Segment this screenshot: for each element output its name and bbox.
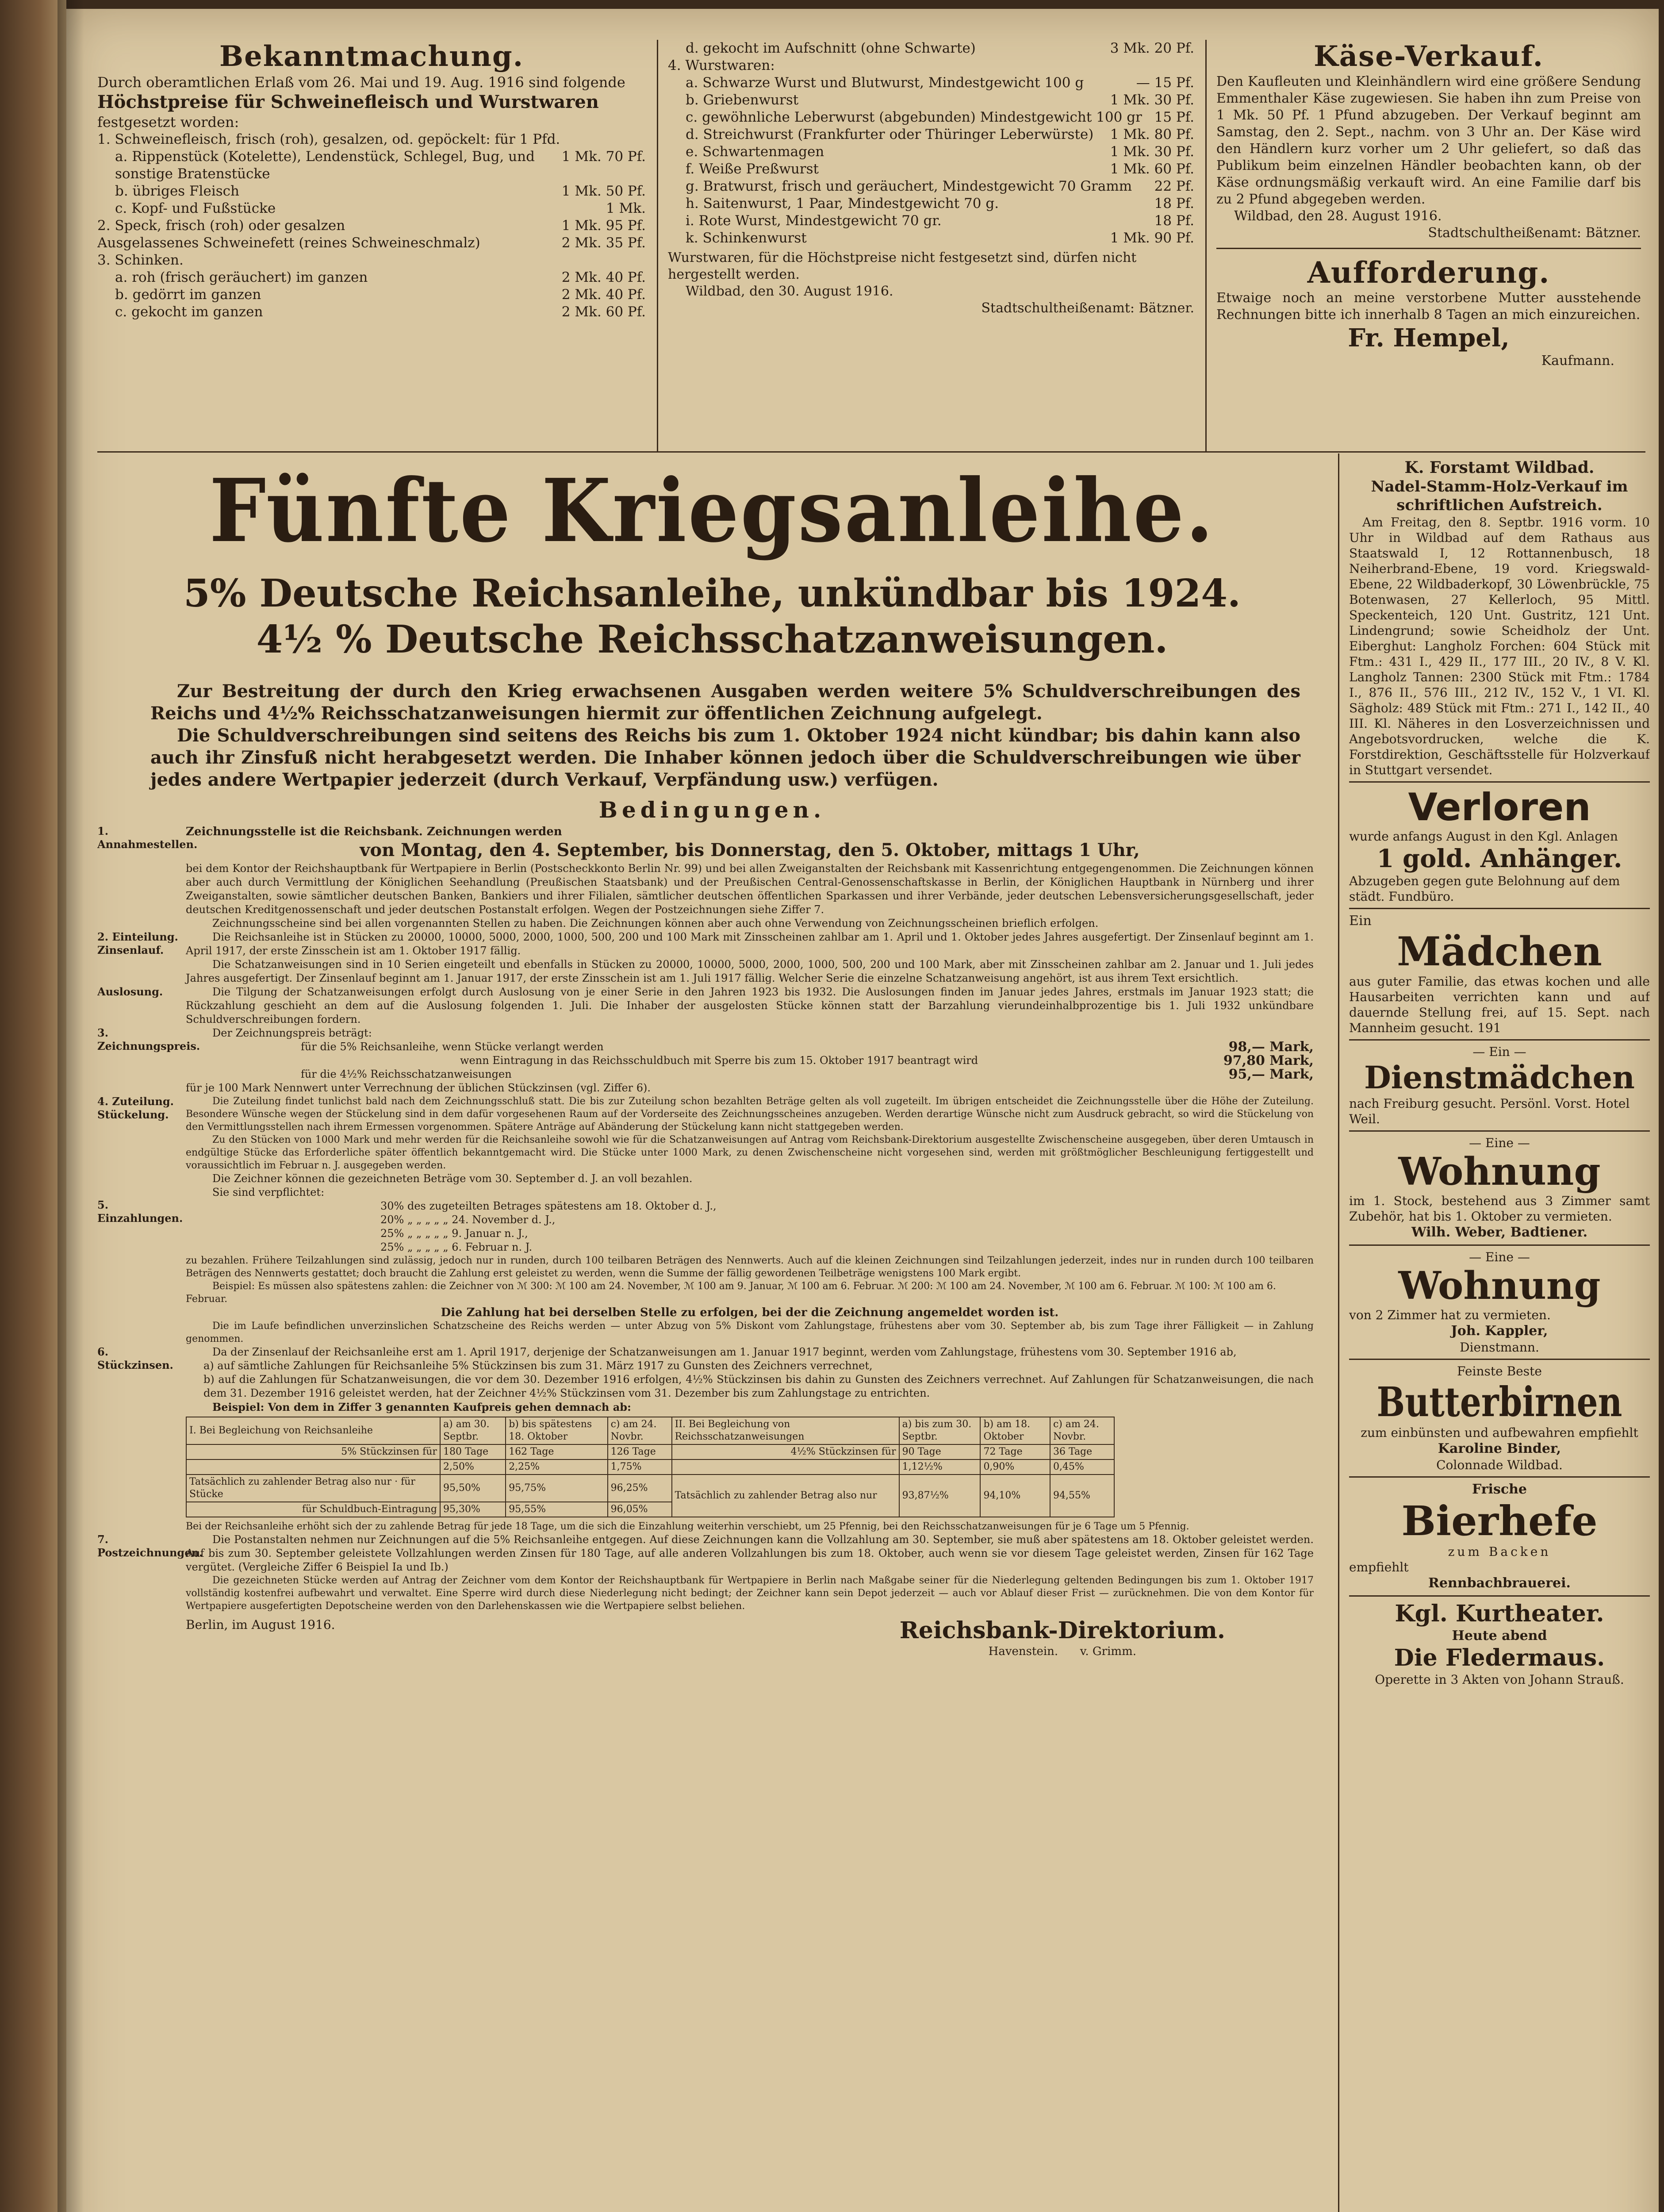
theater-body: Operette in 3 Akten von Johann Strauß. [1375,1672,1624,1687]
woh2-sign: Joh. Kappler, [1451,1323,1548,1339]
table-cell: 2,50% [440,1459,506,1475]
table-cell [672,1459,899,1475]
table-h-r2: c) am 24. Novbr. [1050,1417,1114,1444]
table-cell: 126 Tage [608,1444,672,1459]
table-h-l2: c) am 24. Novbr. [608,1417,672,1444]
table-cell: 1,12½% [899,1459,981,1475]
table-cell: 180 Tage [440,1444,506,1459]
price-row [668,109,1194,126]
s6c: b) auf die Zahlungen für Schatzanweisungen, die vor dem 30. Dezember 1916 erfolgen, 4½% Stückzinsen bis dahin zu Gunsten des Zeichners verrechnet. Auf Zahlungen für Schatzanweisungen, die nach dem 31. Dezember 1916 geleistet werden, hat der Zeichner 4½% Stückzinsen vom 31. Dezember bis zum Zahlungstage zu entrichten. [203,1373,1314,1399]
table-cell [186,1459,440,1475]
table-right-title: II. Bei Begleichung von Reichsschatzanweisungen [672,1417,899,1444]
section-rule [1216,248,1641,249]
table-cell: 36 Tage [1050,1444,1114,1459]
section-rule [1349,1476,1650,1478]
s1b: von Montag, den 4. September, bis Donnerstag, den 5. Oktober, mittags 1 Uhr, [360,840,1140,860]
section-rule [1349,1595,1650,1597]
woh2-body: von 2 Zimmer hat zu vermieten. [1349,1308,1551,1322]
price-row [668,143,1194,161]
s3e: für je 100 Mark Nennwert unter Verrechnung der üblichen Stückzinsen (vgl. Ziffer 6). [186,1082,651,1094]
price-item: c. Kopf- und Fußstücke [115,200,276,216]
table-h-l1: b) bis spätestens 18. Oktober [506,1417,607,1444]
section-rule [1349,908,1650,909]
section-rule [1349,1039,1650,1041]
price-item: 2. Speck, frisch (roh) oder gesalzen [97,218,345,234]
col1-intro: Durch oberamtlichen Erlaß vom 26. Mai und 19. Aug. 1916 sind folgende [97,74,625,91]
price-row [97,269,646,286]
s2b: Die Schatzanweisungen sind in 10 Serien eingeteilt und ebenfalls in Stücken zu 20000, 10000, 5000, 2000, 1000, 500, 200 und 100 Mark, aber mit Zinsscheinen zahlbar am 2. Januar und 1. Juli jedes Jahres ausgefertigt. Der Zinsenlauf beginnt am 1. Januar 1917, der erste Zinsschein ist am 1. Juli 1917 fällig. Welcher Serie die einzelne Schatzanweisung angehört, ist aus ihrem Text ersichtlich. [186,958,1314,984]
price-item: c. gewöhnliche Leberwurst (abgebunden) Mindestgewicht 100 gr [686,109,1142,125]
butter-addr: Colonnade Wildbad. [1436,1458,1563,1472]
price-value: 3 Mk. 20 Pf. [1110,40,1194,56]
table-stuecke: für Stücke [189,1476,415,1500]
subheadline-2: 4½ % Deutsche Reichsschatzanweisungen. [256,617,1168,662]
price-value [1187,57,1194,74]
hefe-heading: Bierhefe [1401,1497,1598,1545]
col3-body2: Etwaige noch an meine verstorbene Mutter ausstehende Rechnungen bitte ich innerhalb 8 Tagen an mich einzureichen. [1216,290,1641,323]
maedchen-body: aus guter Familie, das etwas kochen und alle Hausarbeiten verrichten kann und auf dauernde Stellung frei, auf 15. Sept. nach Mannheim gesucht. 191 [1349,974,1650,1035]
price-item: a. roh (frisch geräuchert) im ganzen [115,269,368,285]
intro-1: Zur Bestreitung der durch den Krieg erwachsenen Ausgaben werden weitere 5% Schuldverschreibungen des Reichs und 4½% Reichsschatzanweisungen hiermit zur öffentlichen Zeichnung aufgelegt. [150,681,1300,724]
section-rule [1349,1244,1650,1246]
column-rule [657,40,658,451]
s3c-price: 97,80 Mark, [1223,1053,1314,1068]
price-item: i. Rote Wurst, Mindestgewicht 70 gr. [686,213,942,229]
price-item: g. Bratwurst, frisch und geräuchert, Mindestgewicht 70 Gramm [686,178,1132,194]
table-cell: 95,75% [506,1475,607,1502]
price-value: 18 Pf. [1154,196,1194,211]
theater-play: Die Fledermaus. [1394,1644,1605,1671]
s1d: Zeichnungsscheine sind bei allen vorgenannten Stellen zu haben. Die Zeichnungen können aber auch ohne Verwendung von Zeichnungsscheinen brieflich erfolgen. [212,917,1099,929]
war-loan-ad [97,460,1327,2212]
col2-sign: Stadtschultheißenamt: Bätzner. [981,300,1194,316]
s3d-price: 95,— Mark, [1228,1067,1314,1082]
butter-body: zum einbünsten und aufbewahren empfiehlt [1361,1425,1638,1440]
conditions-body [97,825,1327,1659]
price-value: 2 Mk. 40 Pf. [561,287,646,303]
column-rule [1338,453,1339,2212]
s3b-row [186,1040,1314,1054]
table-rate-r: 4½% Stückzinsen für [672,1444,899,1459]
table-cell: 95,30% [440,1502,506,1517]
price-value: 1 Mk. 90 Pf. [1110,230,1194,246]
dienst-heading: Dienstmädchen [1364,1059,1635,1096]
col3-sign: Stadtschultheißenamt: Bätzner. [1428,225,1641,241]
price-value: 1 Mk. 60 Pf. [1110,161,1194,177]
price-row [668,178,1194,195]
dienst-body: nach Freiburg gesucht. Persönl. Vorst. Hotel Weil. [1349,1096,1630,1126]
price-item: c. gekocht im ganzen [115,304,263,320]
forst-heading: Nadel-Stamm-Holz-Verkauf im schriftlichen Aufstreich. [1371,478,1628,514]
s3c: wenn Eintragung in das Reichsschuldbuch mit Sperre bis zum 15. Oktober 1917 beantragt wird [460,1054,978,1067]
price-item: d. gekocht im Aufschnitt (ohne Schwarte) [686,40,976,56]
col3-title2: Aufforderung. [1307,255,1550,290]
conditions-heading: Bedingungen. [598,797,826,823]
price-row [97,234,646,252]
price-item: 1. Schweinefleisch, frisch (roh), gesalzen, od. gepöckelt: für 1 Pfd. [97,131,560,147]
label-3: Auslosung. [97,985,163,998]
price-value: 1 Mk. 80 Pf. [1110,127,1194,142]
forst-body: Am Freitag, den 8. Septbr. 1916 vorm. 10 Uhr in Wildbad auf dem Rathaus aus Staatswald I, 12 Rottannenbusch, 18 Neiherbrand-Ebene, 19 vord. Kriegswald-Ebene, 22 Wildbaderkopf, 30 Löwenbrückle, 75 Botenwasen, 27 Kellerloch, 95 Mittl. Speckenteich, 120 Unt. Gustritz, 121 Unt. Lindengrund; sowie Scheidholz der Unt. Eiberghut: Langholz Forchen: 604 Stück mit Ftm.: 431 I., 429 II., 177 III., 20 IV., 8 V. Kl. Langholz Tannen: 2300 Stück mit Ftm.: 1784 I., 876 II., 576 III., 212 IV., 152 V., 1 VI. Kl. Sägholz: 489 Stück mit Ftm.: 271 I., 142 II., 40 III. Kl. Näheres in den Losverzeichnissen und Angebotsvordrucken, welche die K. Forstdirektion, Geschäftsstelle für Holzverkauf in Stuttgart versendet. [1349,515,1650,777]
installment-rate: 25% „ „ „ „ „ 9. Januar n. J., [380,1227,528,1240]
table-cell: 94,55% [1050,1475,1114,1517]
butter-heading: Butterbirnen [1376,1378,1622,1426]
s1c: bei dem Kontor der Reichshauptbank für Wertpapiere in Berlin (Postscheckkonto Berlin Nr. 99) und bei allen Zweiganstalten der Reichsbank mit Kassenrichtung entgegengenommen. Die Zeichnungen können aber auch durch Vermittlung der Königlichen Seehandlung (Preußischen Staatsbank) und der Preußischen Central-Genossenschaftskasse in Berlin, der Königlichen Hauptbank in Nürnberg und ihrer Zweiganstalten, sowie sämtlicher deutschen Banken, Bankiers und ihrer Filialen, sämtlicher deutschen öffentlichen Sparkassen und ihrer Verbände, jeder deutschen Lebensversicherungsgesellschaft, jeder deutschen Kreditgenossenschaft und jeder deutschen Postanstalt erfolgen. Wegen der Postzeichnungen siehe Ziffer 7. [186,862,1314,916]
label-7: 6. Stückzinsen. [97,1345,173,1371]
col2-date: Wildbad, den 30. August 1916. [686,284,893,299]
price-item: a. Rippenstück (Kotelette), Lendenstück, Schlegel, Bug, und sonstige Bratenstücke [115,149,535,182]
price-value: 1 Mk. 95 Pf. [561,218,646,234]
installment-rate: 20% „ „ „ „ „ 24. November d. J., [380,1214,556,1226]
place-date: Berlin, im August 1916. [186,1617,335,1632]
table-cell: 95,50% [440,1475,506,1502]
section-rule [1349,781,1650,783]
sign-name-2: v. Grimm. [1080,1645,1136,1658]
price-item: b. gedörrt im ganzen [115,287,261,303]
col4-ads [1349,458,1650,2212]
s2a: Die Reichsanleihe ist in Stücken zu 20000, 10000, 5000, 2000, 1000, 500, 200 und 100 Mark mit Zinsscheinen zahlbar am 1. April und 1. Oktober jedes Jahres ausgefertigt. Der Zinsenlauf beginnt am 1. April 1917, der erste Zinsschein ist am 1. Oktober 1917 fällig. [186,931,1314,957]
price-row [97,252,646,269]
table-cell: 2,25% [506,1459,607,1475]
col1-price-list [97,131,646,321]
price-row [97,131,646,148]
woh2-heading: Wohnung [1398,1263,1601,1308]
price-row [97,217,646,234]
interest-table [186,1417,1115,1517]
price-row [668,57,1194,74]
label-6: 5. Einzahlungen. [97,1198,183,1225]
headline: Fünfte Kriegsanleihe. [209,460,1215,562]
table-cell: 162 Tage [506,1444,607,1459]
col1-title: Bekanntmachung. [219,40,524,73]
price-value: 2 Mk. 40 Pf. [561,269,646,285]
woh1-body: im 1. Stock, bestehend aus 3 Zimmer samt Zubehör, hat bis 1. Oktober zu vermieten. [1349,1194,1650,1224]
price-item: k. Schinkenwurst [686,230,807,246]
price-row [668,195,1194,212]
s3a: Der Zeichnungspreis beträgt: [212,1027,372,1039]
s6d: Beispiel: Von dem in Ziffer 3 genannten Kaufpreis gehen demnach ab: [212,1401,631,1413]
hefe-sign: Rennbachbrauerei. [1428,1575,1571,1591]
price-value: 1 Mk. 70 Pf. [561,149,646,165]
installment-rate: 25% „ „ „ „ „ 6. Februar n. J. [380,1241,533,1253]
price-value [639,131,646,148]
sign-name-1: Havenstein. [988,1645,1058,1658]
s6b: a) auf sämtliche Zahlungen für Reichsanleihe 5% Stückzinsen bis zum 31. März 1917 zu Gunsten des Zeichners verrechnet, [203,1359,873,1372]
price-row [668,40,1194,57]
price-value: 15 Pf. [1154,109,1194,125]
lost-body-1: wurde anfangs August in den Kgl. Anlagen [1349,829,1618,844]
s4b: Zu den Stücken von 1000 Mark und mehr werden für die Reichsanleihe sowohl wie für die Schatzanweisungen auf Antrag vom Reichsbank-Direktorium ausgestellte Zwischenscheine ausgegeben, über deren Umtausch in endgültige Stücke das Erforderliche später öffentlich bekanntgemacht wird. Die Stücke unter 1000 Mark, zu denen Zwischenscheine nicht vorgesehen sind, werden mit größtmöglicher Beschleunigung fertiggestellt und voraussichtlich im Februar n. J. ausgegeben werden. [186,1134,1314,1171]
s6a: Da der Zinsenlauf der Reichsanleihe erst am 1. April 1917, derjenige der Schatzanweisungen am 1. Januar 1917 beginnt, werden vom Zahlungstage, frühestens vom 30. September 1916 ab, [212,1346,1237,1358]
book-binding [0,0,66,2212]
s5f: Die im Laufe befindlichen unverzinslichen Schatzscheine des Reichs werden — unter Abzug von 5% Diskont vom Zahlungstage, frühestens aber vom 30. September ab, bis zum Tage ihrer Fälligkeit — in Zahlung genommen. [186,1321,1314,1344]
price-value: 1 Mk. 30 Pf. [1110,144,1194,160]
subheadline-1: 5% Deutsche Reichsanleihe, unkündbar bis 1924. [184,571,1241,616]
price-value: 1 Mk. [606,200,646,216]
top-rule [97,451,1645,453]
col1-subtitle: Höchstpreise für Schweinefleisch und Wurstwaren [97,92,599,112]
price-item: b. Griebenwurst [686,92,799,108]
price-row [97,148,646,183]
label-8: 7. Postzeichnungen. [97,1533,203,1559]
price-item: Ausgelassenes Schweinefett (reines Schweineschmalz) [97,235,480,251]
price-row [97,303,646,321]
signature [900,1617,1314,1659]
s7a: Die Postanstalten nehmen nur Zeichnungen auf die 5% Reichsanleihe entgegen. Auf diese Zeichnungen kann die Vollzahlung am 30. September, sie muß aber spätestens am 18. Oktober geleistet werden. Auf bis zum 30. September geleistete Vollzahlungen werden Zinsen für 180 Tage, auf alle anderen Vollzahlungen bis zum 18. Oktober, auch wenn sie vor diesem Tage geleistet werden, Zinsen für 162 Tage vergütet. (Vergleiche Ziffer 6 Beispiel Ia und Ib.) [186,1533,1314,1573]
col3-body: Den Kaufleuten und Kleinhändlern wird eine größere Sendung Emmenthaler Käse zugewiesen. Sie haben ihn zum Preise von 1 Mk. 50 Pf. 1 Pfund abzugeben. Der Verkauf beginnt am Samstag, den 2. Sept., nachm. von 3 Uhr an. Der Käse wird den Händlern kurz vorher um 2 Uhr geliefert, so daß das Publikum beim einzelnen Händler beobachten kann, ob der Käse ordnungsmäßig verkauft wird. An eine Familie darf bis zu 2 Pfund abgegeben werden. [1216,74,1641,207]
price-row [668,161,1194,178]
price-value: 1 Mk. 50 Pf. [561,183,646,199]
lost-item: 1 gold. Anhänger. [1376,844,1622,873]
table-cell: 1,75% [608,1459,672,1475]
column-rule [1205,40,1207,451]
hefe-body-2: empfiehlt [1349,1560,1409,1575]
table-h-r1: b) am 18. Oktober [980,1417,1050,1444]
price-item: h. Saitenwurst, 1 Paar, Mindestgewicht 70 g. [686,196,999,211]
table-h-l0: a) am 30. Septbr. [440,1417,506,1444]
butter-pre: Feinste Beste [1457,1364,1542,1379]
price-item: b. übriges Fleisch [115,183,239,199]
newspaper-page [66,9,1659,2212]
table-cell: 96,05% [608,1502,672,1517]
price-row [97,183,646,200]
butter-sign: Karoline Binder, [1438,1441,1561,1456]
intro-2: Die Schuldverschreibungen sind seitens des Reichs bis zum 1. Oktober 1924 nicht kündbar; bis dahin kann also auch ihr Zinsfuß nicht herabgesetzt werden. Die Inhaber können jedoch über die Schuldverschreibungen wie über jedes andere Wertpapier jederzeit (durch Verkauf, Verpfändung usw.) verfügen. [150,725,1300,790]
price-value: 22 Pf. [1154,178,1194,194]
table-paid-label: Tatsächlich zu zahlender Betrag also nur [189,1476,392,1487]
lost-body-2: Abzugeben gegen gute Belohnung auf dem städt. Fundbüro. [1349,874,1620,904]
section-rule [1349,1359,1650,1360]
s3b: für die 5% Reichsanleihe, wenn Stücke verlangt werden [301,1041,604,1053]
label-1: 1. Annahmestellen. [97,825,198,851]
price-row [97,286,646,303]
s5a: Die Zeichner können die gezeichneten Beträge vom 30. September d. J. an voll bezahlen. [212,1172,693,1185]
s4a: Die Zuteilung findet tunlichst bald nach dem Zeichnungsschluß statt. Die bis zur Zuteilung schon bezahlten Beträge gelten als voll zugeteilt. Im übrigen entscheidet die Zeichnungsstelle über die Höhe der Zuteilung. Besondere Wünsche wegen der Stückelung sind in dem dafür vorgesehenen Raum auf der Vorderseite des Zeichnungsscheines anzugeben. Werden derartige Wünsche nicht zum Ausdruck gebracht, so wird die Stückelung von den Vermittlungsstellen nach ihrem Ermessen vorgenommen. Spätere Anträge auf Abänderung der Stückelung kann nicht stattgegeben werden. [186,1096,1314,1133]
price-row [668,230,1194,247]
section-rule [1349,1130,1650,1132]
woh1-pre: — Eine — [1469,1136,1530,1150]
col2-notice [668,40,1194,451]
col3-name: Fr. Hempel, [1348,323,1510,353]
lost-heading: Verloren [1408,785,1591,830]
s5c: zu bezahlen. Frühere Teilzahlungen sind zulässig, jedoch nur in runden, durch 100 teilbaren Beträgen des Nennwerts. Auch auf die kleinen Zeichnungen sind Teilzahlungen jederzeit, indes nur in runden durch 100 teilbaren Beträgen des Nennwerts gestattet; doch braucht die Zahlung erst geleistet zu werden, wenn die Summe der fällig gewordenen Teilbeträge wenigstens 100 Mark ergibt. [186,1255,1314,1279]
price-row [668,126,1194,143]
price-value: 18 Pf. [1154,213,1194,229]
table-cell: Tatsächlich zu zahlender Betrag also nur · für Stücke [186,1475,440,1502]
maedchen-heading: Mädchen [1397,928,1602,975]
s3d: für die 4½% Reichsschatzanweisungen [301,1068,512,1080]
col1-notice [97,40,646,447]
price-value: — 15 Pf. [1136,75,1194,91]
s7b: Die gezeichneten Stücke werden auf Antrag der Zeichner vom dem Kontor der Reichshauptbank für Wertpapiere in Berlin nach Maßgabe seiner für die Niederlegung geltenden Bedingungen bis zum 1. Oktober 1917 vollständig kostenfrei aufbewahrt und verwaltet. Eine Sperre wird durch diese Niederlegung nicht bedingt; der Zeichner kann sein Depot jederzeit — auch vor Ablauf dieser Frist — zurücknehmen. Die von dem Kontor für Wertpapiere ausgefertigten Depotscheine werden von den Darlehenskassen wie die Wertpapiere selbst beliehen. [186,1575,1314,1612]
table-footnote: Bei der Reichsanleihe erhöht sich der zu zahlende Betrag für jede 18 Tage, um die sich die Einzahlung weiterhin verschiebt, um 25 Pfennig, bei den Reichsschatzanweisungen für je 6 Tage um 5 Pfennig. [186,1521,1189,1532]
table-cell: 94,10% [980,1475,1050,1517]
table-cell: 96,25% [608,1475,672,1502]
col3-notice [1216,40,1641,456]
price-item: e. Schwartenmagen [686,144,824,160]
s2c: Die Tilgung der Schatzanweisungen erfolgt durch Auslosung von je einer Serie in den Jahren 1923 bis 1932. Die Auslosungen finden im Januar jedes Jahres, erstmals im Januar 1923 statt; die Rückzahlung geschieht an dem auf die Auslosung folgenden 1. Juli. Die Inhaber der ausgelosten Stücke können statt der Barzahlung vierundeinhalbprozentige bis 1. Juli 1932 unkündbare Schuldverschreibungen fordern. [186,986,1314,1025]
table-cell: 72 Tage [980,1444,1050,1459]
maedchen-pre: Ein [1349,913,1372,929]
price-value: 2 Mk. 35 Pf. [561,235,646,251]
table-schuldbuch: für Schuldbuch-Eintragung [186,1502,440,1517]
forst-title: K. Forstamt Wildbad. [1404,458,1595,477]
hefe-body: zum Backen [1448,1544,1551,1559]
col3-role: Kaufmann. [1541,353,1614,369]
dienst-pre: — Ein — [1472,1045,1526,1059]
label-5: 4. Zuteilung. Stückelung. [97,1095,174,1121]
table-cell: 95,55% [506,1502,607,1517]
s1a: Zeichnungsstelle ist die Reichsbank. Zeichnungen werden [186,825,562,838]
s5e: Die Zahlung hat bei derselben Stelle zu erfolgen, bei der die Zeichnung angemeldet worden ist. [441,1306,1059,1319]
table-cell: 90 Tage [899,1444,981,1459]
page-fold-shadow [58,0,84,2212]
s3b-price: 98,— Mark, [1228,1039,1314,1055]
price-item: d. Streichwurst (Frankfurter oder Thüringer Leberwürste) [686,127,1094,142]
col3-title: Käse-Verkauf. [1314,40,1544,73]
price-item: 4. Wurstwaren: [668,58,775,73]
woh2-pre: — Eine — [1469,1250,1530,1264]
label-2: 2. Einteilung. Zinsenlauf. [97,930,178,956]
signature-block [186,1617,1314,1659]
col1-lead: festgesetzt worden: [97,114,239,131]
s5-rates [186,1199,1314,1254]
table-paid-label-r: Tatsächlich zu zahlender Betrag also nur [672,1475,899,1517]
table-h-r0: a) bis zum 30. Septbr. [899,1417,981,1444]
sign-title: Reichsbank-Direktorium. [899,1617,1225,1644]
table-rate-l: 5% Stückzinsen für [186,1444,440,1459]
table-cell: 0,45% [1050,1459,1114,1475]
installment-rate: 30% des zugeteilten Betrages spätestens am 18. Oktober d. J., [380,1200,717,1212]
price-row [668,92,1194,109]
price-value [639,252,646,269]
table-cell: 93,87½% [899,1475,981,1517]
price-row [97,200,646,217]
s3c-row [186,1054,1314,1068]
s5b: Sie sind verpflichtet: [212,1186,325,1198]
s3d-row [186,1068,1314,1081]
price-item: f. Weiße Preßwurst [686,161,819,177]
woh1-sign: Wilh. Weber, Badtiener. [1411,1225,1588,1240]
label-4: 3. Zeichnungspreis. [97,1026,200,1052]
price-value: 1 Mk. 30 Pf. [1110,92,1194,108]
theater-sub: Heute abend [1452,1628,1547,1644]
price-value: 2 Mk. 60 Pf. [561,304,646,320]
price-row [668,212,1194,230]
s5d: Beispiel: Es müssen also spätestens zahlen: die Zeichner von ℳ 300: ℳ 100 am 24. November, ℳ 100 am 9. Januar, ℳ 100 am 6. Februar. ℳ 200: ℳ 100 am 24. November, ℳ 100 am 6. Februar. ℳ 100: ℳ 100 am 6. Februar. [186,1281,1276,1305]
table-left-title: I. Bei Begleichung von Reichsanleihe [186,1417,440,1444]
table-cell: 0,90% [980,1459,1050,1475]
woh1-heading: Wohnung [1398,1149,1601,1194]
price-row [668,74,1194,92]
woh2-role: Dienstmann. [1460,1340,1539,1355]
theater-heading: Kgl. Kurtheater. [1395,1600,1604,1627]
col2-note: Wurstwaren, für die Höchstpreise nicht festgesetzt sind, dürfen nicht hergestellt werden. [668,250,1137,282]
hefe-pre: Frische [1472,1482,1527,1497]
price-item: 3. Schinken. [97,252,184,268]
price-item: a. Schwarze Wurst und Blutwurst, Mindestgewicht 100 g [686,75,1084,91]
col2-price-list [668,40,1194,247]
col3-date: Wildbad, den 28. August 1916. [1234,208,1442,224]
